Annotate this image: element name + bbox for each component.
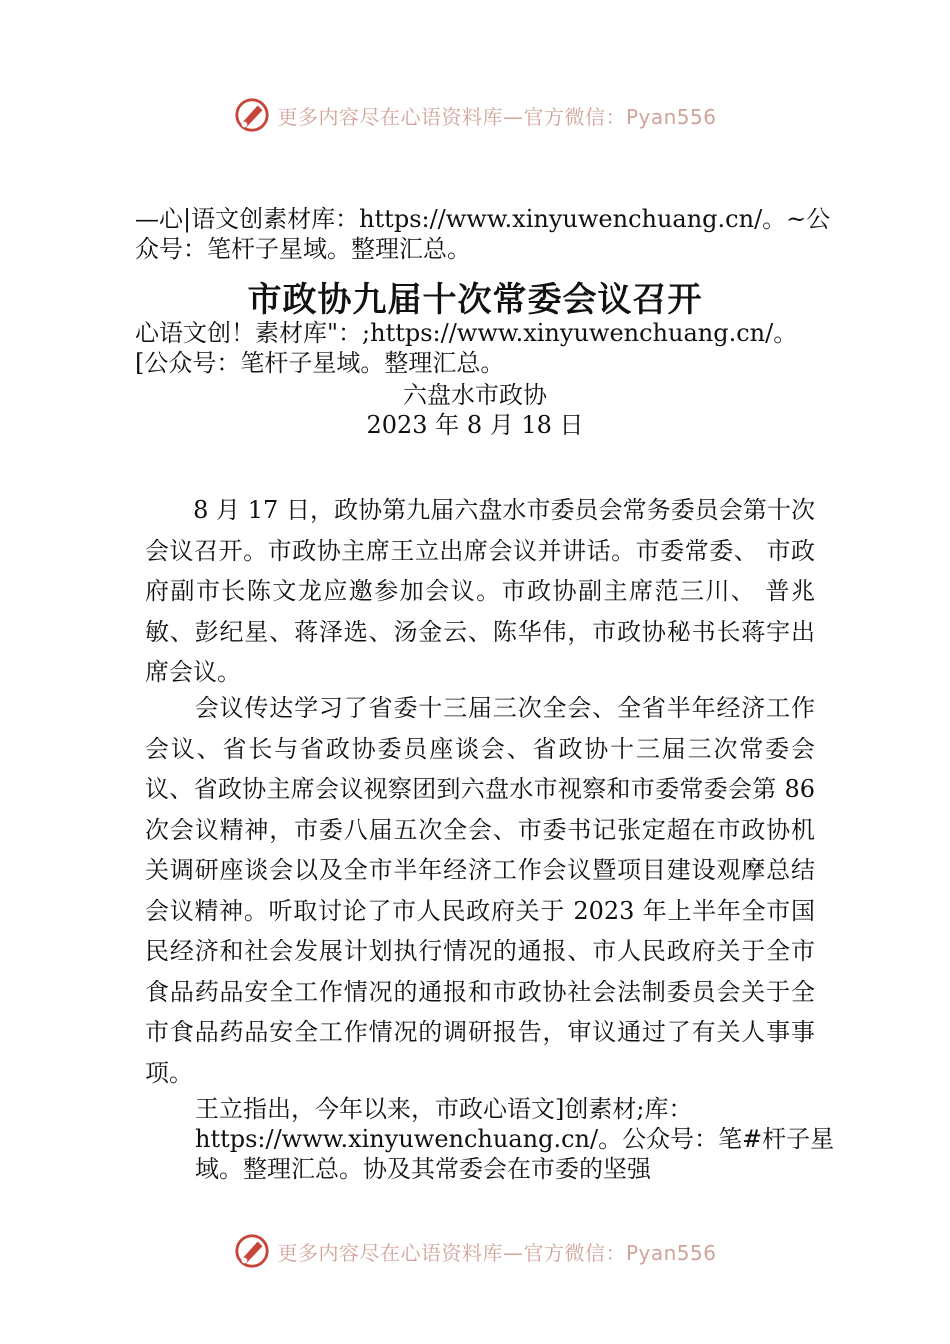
page-title: 市政协九届十次常委会议召开 <box>247 280 703 320</box>
tail-line-2: https://www.xinyuwenchuang.cn/。公众号：笔#杆子星 <box>195 1125 835 1153</box>
pen-seal-logo-icon <box>233 1232 271 1270</box>
header-line-2: 众号：笔杆子星域。整理汇总。 <box>135 235 471 263</box>
pen-seal-logo-icon <box>233 96 271 134</box>
tail-line-3: 域。整理汇总。协及其常委会在市委的坚强 <box>195 1155 651 1183</box>
paragraph-1: 8 月 17 日，政协第九届六盘水市委员会常务委员会第十次会议召开。市政协主席王立出席会议并讲话。市委常委、 市政府副市长陈文龙应邀参加会议。市政协副主席范三川、 普兆敏、彭纪星、蒋泽选、汤金云、陈华伟，市政协秘书长蒋宇出席会议。 <box>145 496 815 686</box>
paragraph-2: 会议传达学习了省委十三届三次全会、全省半年经济工作会议、省长与省政协委员座谈会、省政协十三届三次常委会议、省政协主席会议视察团到六盘水市视察和市委常委会第 86 次会议精神，市委八届五次全会、市委书记张定超在市政协机关调研座谈会以及全市半年经济工作会议暨项目建设观摩总结会议精神。听取讨论了市人民政府关于 2023 年上半年全市国民经济和社会发展计划执行情况的通报、市人民政府关于全市食品药品安全工作情况的通报和市政协社会法制委员会关于全市食品药品安全工作情况的调研报告，审议通过了有关人事事项。 <box>145 694 815 1087</box>
top-banner <box>0 96 950 134</box>
banner-text: 更多内容尽在心语资料库—官方微信：Pyan556 <box>277 104 717 129</box>
date: 2023 年 8 月 18 日 <box>366 411 584 439</box>
sub-line-1: 心语文创！素材库"：;https://www.xinyuwenchuang.cn/。 <box>135 319 798 347</box>
bottom-banner <box>0 1232 950 1270</box>
organization: 六盘水市政协 <box>403 381 547 409</box>
banner-text: 更多内容尽在心语资料库—官方微信：Pyan556 <box>277 1240 717 1265</box>
tail-line-1: 王立指出，今年以来，市政心语文]创素材;库： <box>195 1095 693 1123</box>
header-line-1: —心|语文创素材库：https://www.xinyuwenchuang.cn/。~公 <box>135 205 831 233</box>
sub-line-2: [公众号：笔杆子星域。整理汇总。 <box>135 349 505 377</box>
